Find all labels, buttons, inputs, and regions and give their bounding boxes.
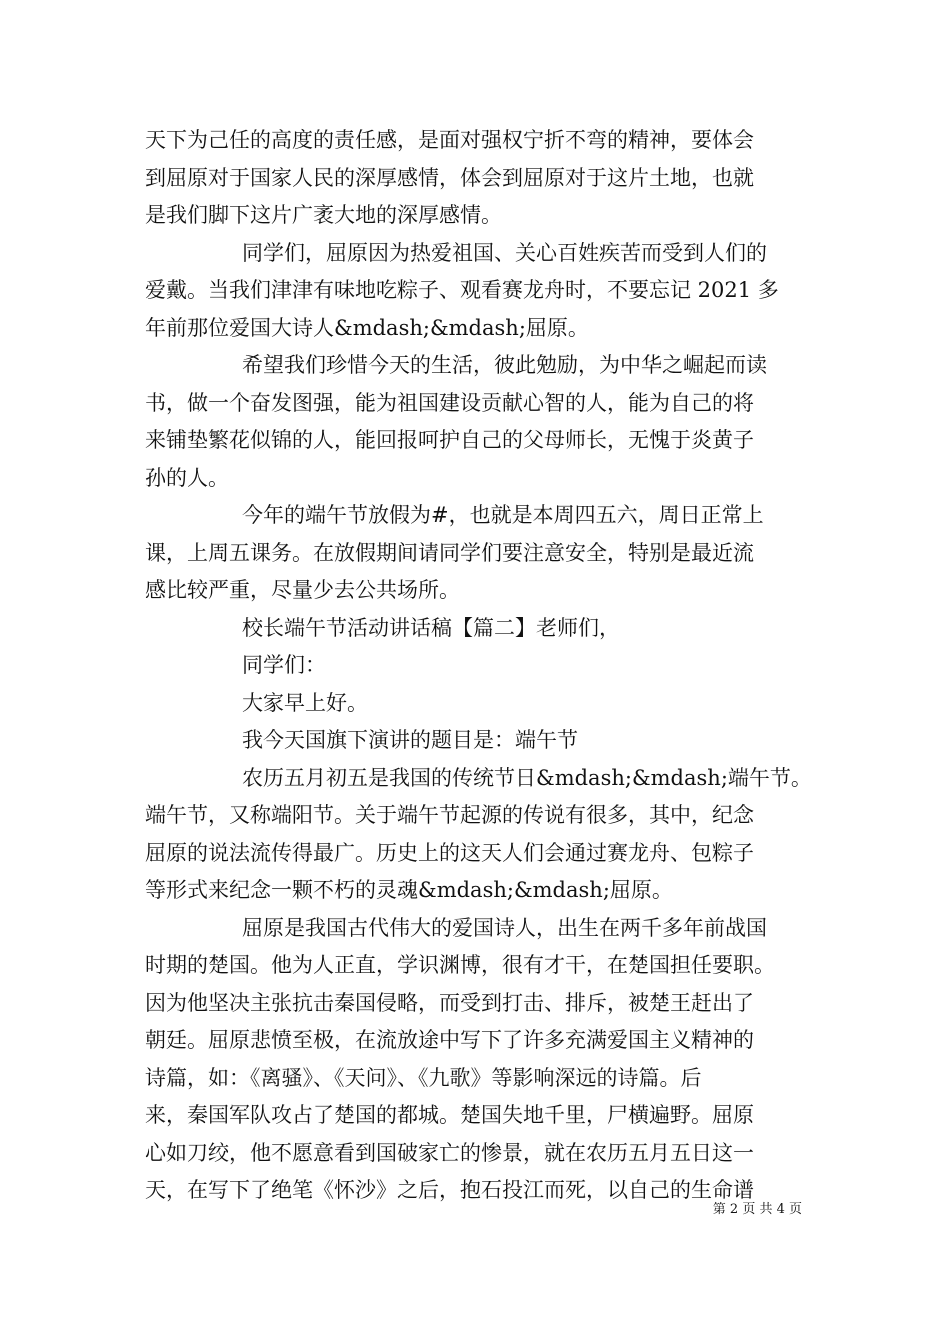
paragraph-first-line: 我今天国旗下演讲的题目是：端午节	[242, 728, 578, 752]
text-line: 年前那位爱国大诗人&mdash;&mdash;屈原。	[145, 315, 589, 340]
text-line: 爱戴。当我们津津有味地吃粽子、观看赛龙舟时，不要忘记 2021 多	[145, 278, 779, 302]
text-line: 天，在写下了绝笔《怀沙》之后，抱石投江而死，以自己的生命谱	[145, 1178, 754, 1202]
text-line: 是我们脚下这片广袤大地的深厚感情。	[145, 203, 502, 227]
text-line: 来铺垫繁花似锦的人，能回报呵护自己的父母师长，无愧于炎黄子	[145, 428, 754, 452]
text-line: 书，做一个奋发图强，能为祖国建设贡献心智的人，能为自己的将	[145, 390, 754, 415]
text-line: 感比较严重，尽量少去公共场所。	[145, 578, 460, 602]
paragraph-first-line: 今年的端午节放假为#，也就是本周四五六，周日正常上	[242, 503, 764, 527]
paragraph-first-line: 屈原是我国古代伟大的爱国诗人，出生在两千多年前战国	[242, 915, 767, 940]
text-line: 屈原的说法流传得最广。历史上的这天人们会通过赛龙舟、包粽子	[145, 840, 754, 865]
paragraph-first-line: 同学们，屈原因为热爱祖国、关心百姓疾苦而受到人们的	[242, 240, 767, 265]
paragraph-first-line: 农历五月初五是我国的传统节日&mdash;&mdash;端午节。	[242, 765, 812, 790]
text-line: 朝廷。屈原悲愤至极，在流放途中写下了许多充满爱国主义精神的	[145, 1028, 754, 1052]
text-line: 心如刀绞，他不愿意看到国破家亡的惨景，就在农历五月五日这一	[145, 1140, 754, 1165]
text-line: 来，秦国军队攻占了楚国的都城。楚国失地千里，尸横遍野。屈原	[145, 1103, 754, 1127]
paragraph-first-line: 同学们：	[242, 653, 326, 677]
paragraph-first-line: 希望我们珍惜今天的生活，彼此勉励，为中华之崛起而读	[242, 353, 767, 377]
page-number: 第 2 页 共 4 页	[712, 1202, 802, 1217]
paragraph-first-line: 校长端午节活动讲话稿【篇二】老师们，	[242, 615, 620, 640]
text-line: 端午节，又称端阳节。关于端午节起源的传说有很多，其中，纪念	[145, 803, 754, 827]
text-line: 课，上周五课务。在放假期间请同学们要注意安全，特别是最近流	[145, 540, 754, 565]
text-line: 因为他坚决主张抗击秦国侵略，而受到打击、排斥，被楚王赶出了	[145, 990, 754, 1015]
text-line: 时期的楚国。他为人正直，学识渊博，很有才干，在楚国担任要职。	[145, 953, 775, 977]
text-line: 诗篇，如：《离骚》、《天问》、《九歌》等影响深远的诗篇。后	[145, 1065, 702, 1090]
document-body	[145, 122, 810, 1210]
text-line: 等形式来纪念一颗不朽的灵魂&mdash;&mdash;屈原。	[145, 878, 673, 902]
text-line: 到屈原对于国家人民的深厚感情，体会到屈原对于这片土地，也就	[145, 165, 754, 190]
text-line: 孙的人。	[145, 465, 229, 490]
text-line: 天下为己任的高度的责任感，是面对强权宁折不弯的精神，要体会	[145, 128, 754, 152]
paragraph-first-line: 大家早上好。	[242, 690, 368, 715]
